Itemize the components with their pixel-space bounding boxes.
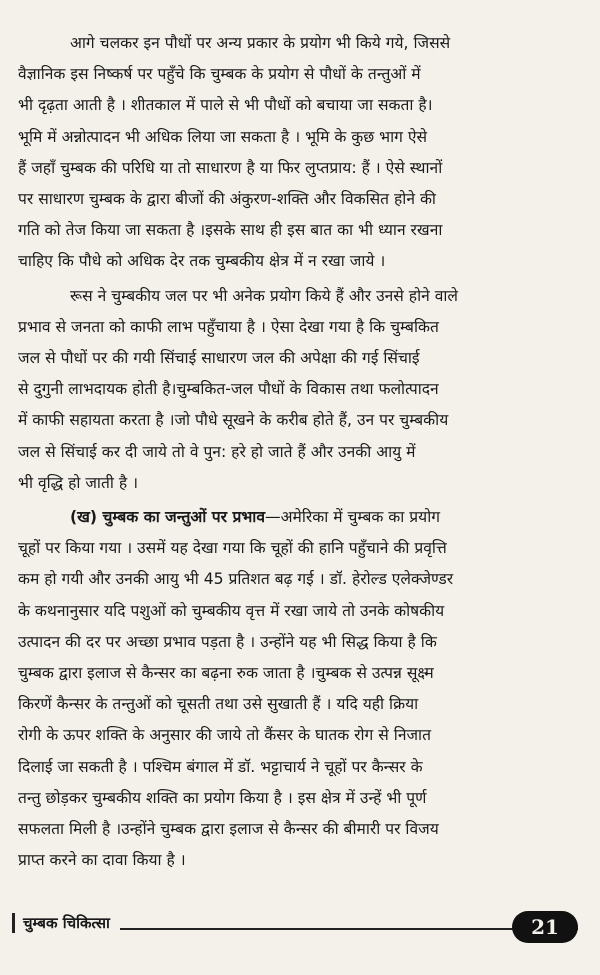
text-line: में काफी सहायता करता है ।जो पौधे सूखने के करीब होते हैं, उन पर चुम्बकीय — [18, 411, 449, 430]
text-line: चूहों पर किया गया । उसमें यह देखा गया कि चूहों की हानि पहुँचाने की प्रवृत्ति — [18, 539, 447, 558]
text-line: किरणें कैन्सर के तन्तुओं को चूसती तथा उसे सुखाती हैं । यदि यही क्रिया — [18, 695, 419, 714]
text-line: रोगी के ऊपर शक्ति के अनुसार की जाये तो कैंसर के घातक रोग से निजात — [18, 726, 431, 745]
text-line: हैं जहाँ चुम्बक की परिधि या तो साधारण है या फिर लुप्तप्राय: हैं । ऐसे स्थानों — [18, 158, 443, 177]
page-footer — [12, 910, 578, 946]
text-line: जल से सिंचाई कर दी जाये तो वे पुन: हरे हो जाते हैं और उनकी आयु में — [18, 442, 416, 461]
text-line: वैज्ञानिक इस निष्कर्ष पर पहुँचे कि चुम्बक के प्रयोग से पौधों के तन्तुओं में — [18, 65, 421, 84]
footer-book-title: चुम्बक चिकित्सा — [12, 913, 120, 933]
text-line: भी वृद्धि हो जाती है । — [18, 473, 138, 492]
text-line — [18, 502, 582, 533]
text-line: तन्तु छोड़कर चुम्बकीय शक्ति का प्रयोग किया है । इस क्षेत्र में उन्हें भी पूर्ण — [18, 788, 427, 807]
paragraph-animals — [18, 502, 582, 876]
text-line: सफलता मिली है ।उन्होंने चुम्बक द्वारा इलाज से कैन्सर की बीमारी पर विजय — [18, 820, 439, 839]
text-line: आगे चलकर इन पौधों पर अन्य प्रकार के प्रयोग भी किये गये, जिससे — [70, 34, 451, 52]
text-line: दिलाई जा सकती है । पश्चिम बंगाल में डॉ. भट्टाचार्य ने चूहों पर कैन्सर के — [18, 757, 423, 776]
paragraph-plants — [18, 28, 582, 278]
text-line: के कथनानुसार यदि पशुओं को चुम्बकीय वृत्त में रखा जाये तो उनके कोषकीय — [18, 601, 445, 620]
text-line: उत्पादन की दर पर अच्छा प्रभाव पड़ता है । उन्होंने यह भी सिद्ध किया है कि — [18, 632, 437, 651]
text-line: कम हो गयी और उनकी आयु भी 45 प्रतिशत बढ़ गई । डॉ. हेरोल्ड एलेक्जेण्डर — [18, 570, 454, 589]
heading-rest: —अमेरिका में चुम्बक का प्रयोग — [265, 508, 441, 527]
text-line: पर साधारण चुम्बक के द्वारा बीजों की अंकुरण-शक्ति और विकसित होने की — [18, 190, 436, 209]
text-line: प्रभाव से जनता को काफी लाभ पहुँचाया है । ऐसा देखा गया है कि चुम्बकित — [18, 317, 439, 336]
text-line: गति को तेज किया जा सकता है ।इसके साथ ही इस बात का भी ध्यान रखना — [18, 221, 443, 240]
text-line: चुम्बक द्वारा इलाज से कैन्सर का बढ़ना रुक जाता है ।चुम्बक से उत्पन्न सूक्ष्म — [18, 664, 434, 683]
text-line: भूमि में अन्नोत्पादन भी अधिक लिया जा सकता है । भूमि के कुछ भाग ऐसे — [18, 127, 428, 146]
text-line: प्राप्त करने का दावा किया है । — [18, 851, 186, 870]
text-line: भी दृढ़ता आती है । शीतकाल में पाले से भी पौधों को बचाया जा सकता है। — [18, 96, 433, 115]
text-line: जल से पौधों पर की गयी सिंचाई साधारण जल की अपेक्षा की गई सिंचाई — [18, 349, 420, 368]
text-line: से दुगुनी लाभदायक होती है।चुम्बकित-जल पौधों के विकास तथा फलोत्पादन — [18, 380, 439, 399]
paragraph-magnetic-water — [18, 281, 582, 499]
text-line: रूस ने चुम्बकीय जल पर भी अनेक प्रयोग किये हैं और उनसे होने वाले — [70, 286, 459, 305]
section-heading: (ख) चुम्बक का जन्तुओं पर प्रभाव — [70, 508, 265, 527]
page-number: 21 — [512, 911, 578, 943]
text-line: चाहिए कि पौधे को अधिक देर तक चुम्बकीय क्षेत्र में न रखा जाये । — [18, 252, 386, 271]
